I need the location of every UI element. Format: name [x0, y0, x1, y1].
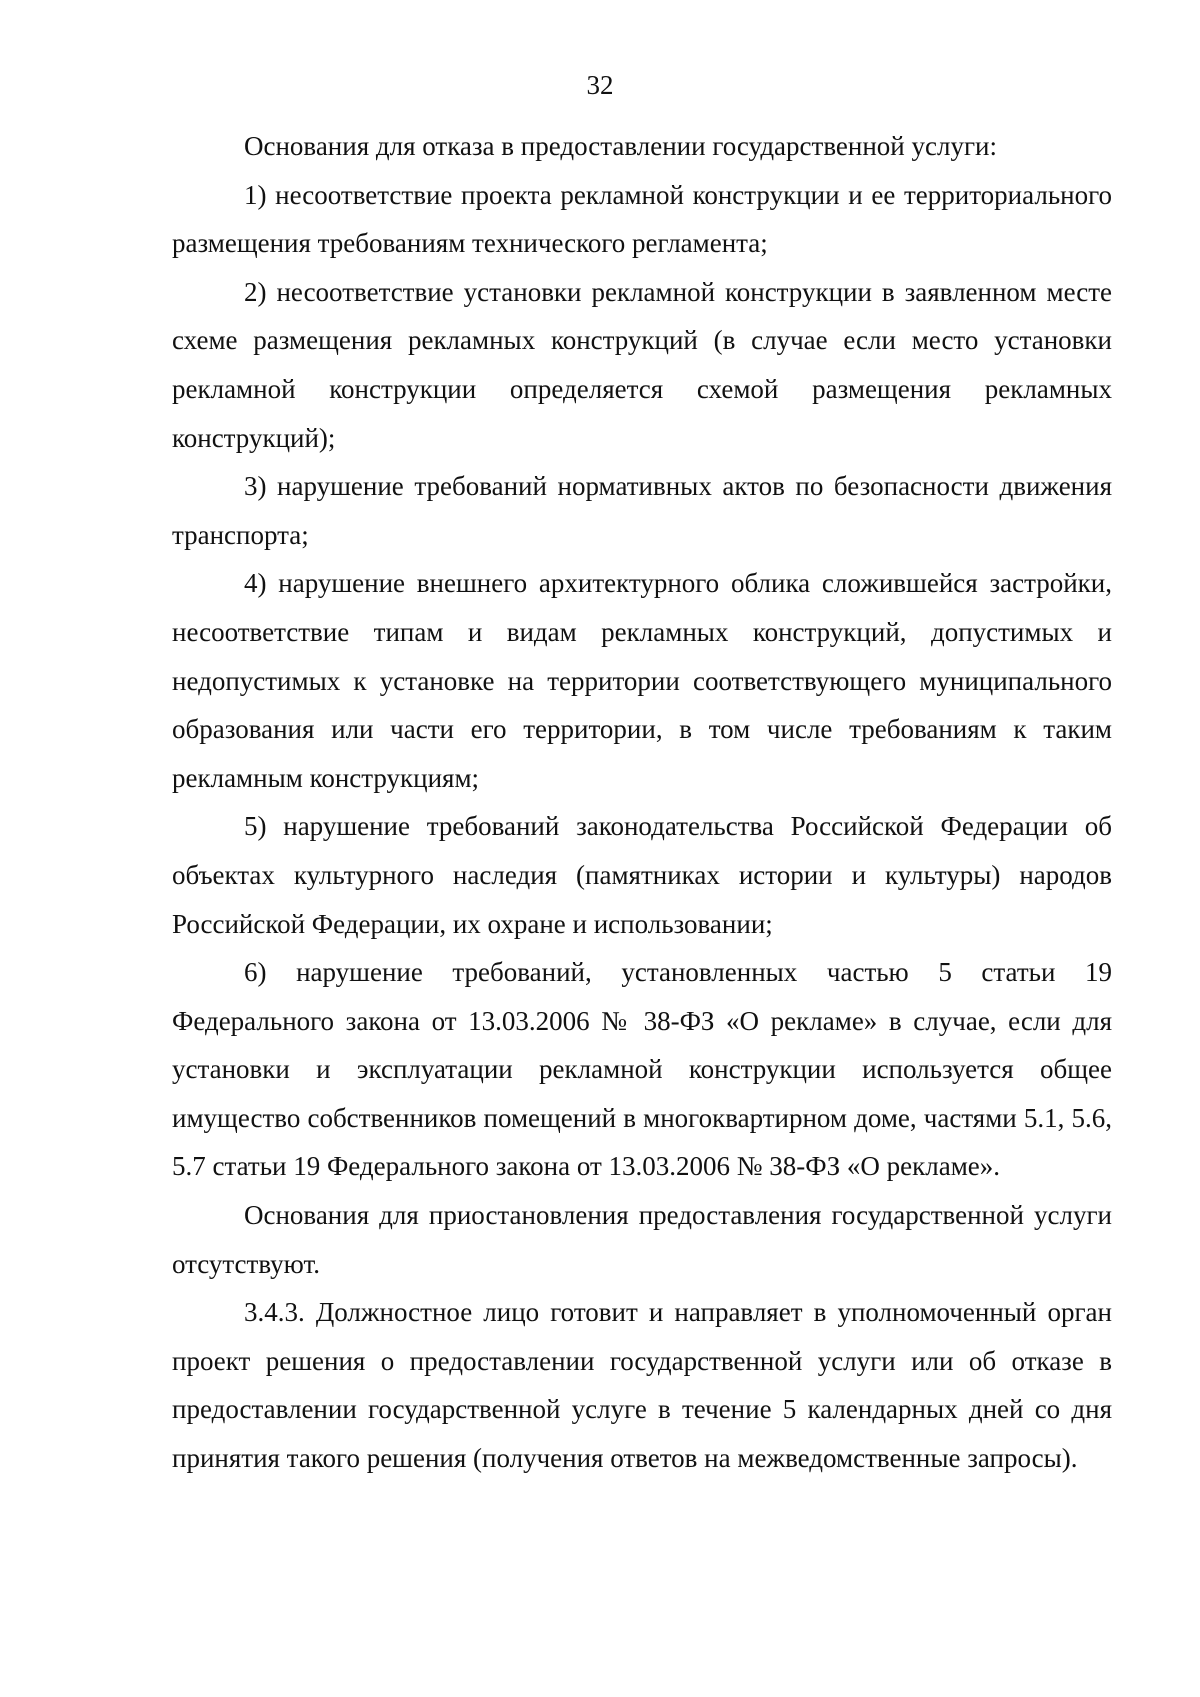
paragraph-refusal-grounds-heading: Основания для отказа в предоставлении государственной услуги:	[244, 131, 997, 161]
paragraph-item-2: 2) несоответствие установки рекламной конструкции в заявленном месте схеме размещения рекламных конструкций (в случае если место установки рекламной конструкции определяется схемой размещения рекламных конструкций);	[172, 276, 1112, 453]
paragraph-item-1: 1) несоответствие проекта рекламной конструкции и ее территориального размещения требованиям технического регламента;	[172, 179, 1112, 259]
page-number: 32	[586, 70, 614, 100]
paragraph-item-5: 5) нарушение требований законодательства Российской Федерации об объектах культурного наследия (памятниках истории и культуры) народов Российской Федерации, их охране и использовании;	[172, 811, 1112, 939]
paragraph-section-3-4-3: 3.4.3. Должностное лицо готовит и направляет в уполномоченный орган проект решения о предоставлении государственной услуги или об отказе в предоставлении государственной услуге в течение 5 календарных дней со дня принятия такого решения (получения ответов на межведомственные запросы).	[172, 1297, 1112, 1474]
paragraph-item-3: 3) нарушение требований нормативных актов по безопасности движения транспорта;	[172, 471, 1112, 550]
document-body	[172, 122, 1112, 1483]
paragraph-suspension-grounds: Основания для приостановления предоставления государственной услуги отсутствуют.	[172, 1200, 1112, 1279]
paragraph-item-6: 6) нарушение требований, установленных частью 5 статьи 19 Федерального закона от 13.03.2006 № 38-ФЗ «О рекламе» в случае, если для установки и эксплуатации рекламной конструкции используется общее имущество собственников помещений в многоквартирном доме, частями 5.1, 5.6, 5.7 статьи 19 Федерального закона от 13.03.2006 № 38-ФЗ «О рекламе».	[172, 957, 1112, 1182]
paragraph-item-4: 4) нарушение внешнего архитектурного облика сложившейся застройки, несоответствие типам и видам рекламных конструкций, допустимых и недопустимых к установке на территории соответствующего муниципального образования или части его территории, в том числе требованиям к таким рекламным конструкциям;	[172, 568, 1112, 793]
